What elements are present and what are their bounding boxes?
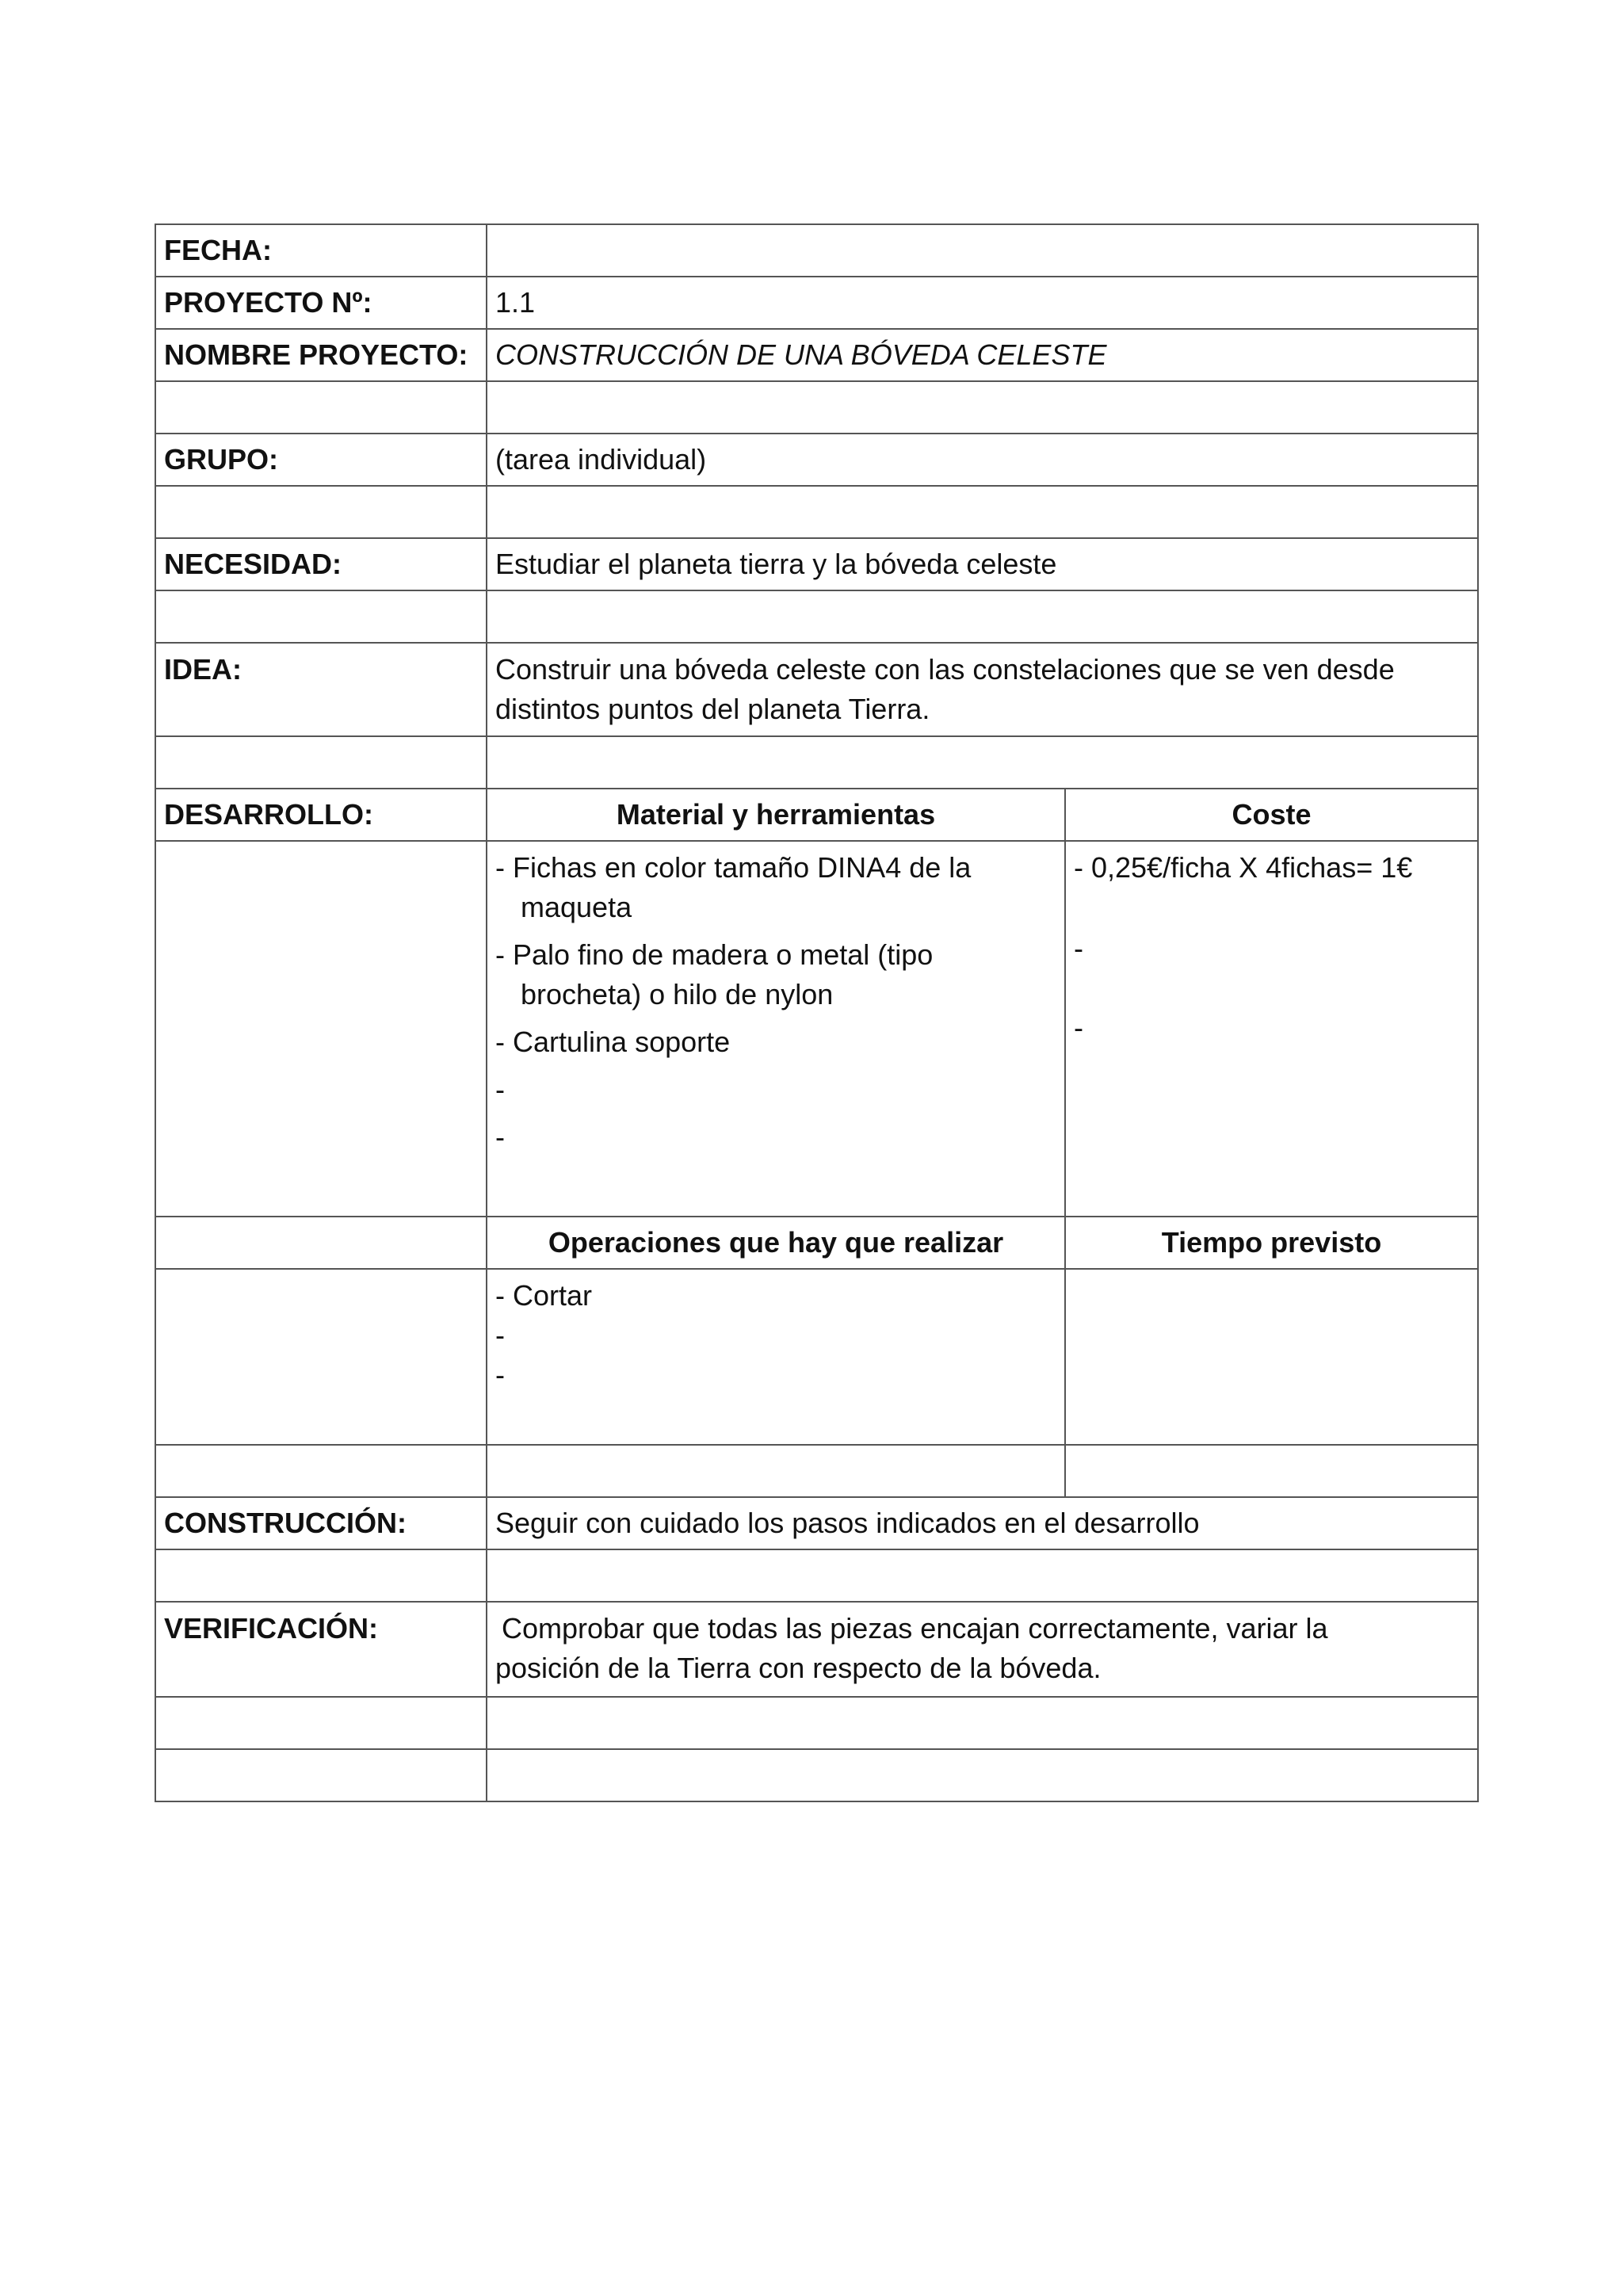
material-item: - Cartulina soporte [495,1026,731,1058]
label-necesidad: NECESIDAD: [155,538,487,590]
label-fecha: FECHA: [155,224,487,277]
row-empty-2 [155,486,1478,538]
label-grupo: GRUPO: [155,434,487,486]
row-empty-8 [155,1749,1478,1801]
operation-item: - Cortar [495,1279,593,1312]
row-materials [155,841,1478,1217]
row-empty-7 [155,1697,1478,1749]
verificacion-line-2: posición de la Tierra con respecto de la bóveda. [495,1652,1102,1684]
row-empty-5 [155,1445,1478,1497]
row-verificacion [155,1602,1478,1697]
row-construccion [155,1497,1478,1549]
row-empty-3 [155,590,1478,643]
row-operaciones [155,1269,1478,1445]
label-proyecto: PROYECTO Nº: [155,277,487,329]
value-nombre: CONSTRUCCIÓN DE UNA BÓVEDA CELESTE [487,329,1478,381]
material-item: - Fichas en color tamaño DINA4 de la maqueta [495,851,972,923]
value-proyecto: 1.1 [487,277,1478,329]
operaciones-list [487,1269,1065,1445]
operation-item: - [495,1358,505,1391]
header-operaciones: Operaciones que hay que realizar [487,1217,1065,1269]
row-desarrollo-header [155,789,1478,841]
materials-list [487,841,1065,1217]
value-fecha [487,224,1478,277]
costs-list [1065,841,1478,1217]
row-empty-4 [155,736,1478,789]
verificacion-line-1: Comprobar que todas las piezas encajan correctamente, variar la [502,1612,1328,1645]
row-nombre [155,329,1478,381]
idea-line-1: Construir una bóveda celeste con las constelaciones que se ven desde [495,653,1395,686]
label-desarrollo: DESARROLLO: [155,789,487,841]
material-item: - [495,1073,505,1106]
value-grupo: (tarea individual) [487,434,1478,486]
value-construccion: Seguir con cuidado los pasos indicados en el desarrollo [487,1497,1478,1549]
row-empty-1 [155,381,1478,434]
cost-item: - 0,25€/ficha X 4fichas= 1€ [1074,851,1413,884]
header-tiempo: Tiempo previsto [1065,1217,1478,1269]
cost-item: - [1074,1011,1083,1044]
tiempo-cell [1065,1269,1478,1445]
operation-item: - [495,1319,505,1351]
row-fecha [155,224,1478,277]
idea-line-2: distintos puntos del planeta Tierra. [495,693,930,725]
label-idea: IDEA: [155,643,487,736]
material-item: - Palo fino de madera o metal (tipo brocheta) o hilo de nylon [495,938,934,1010]
label-nombre: NOMBRE PROYECTO: [155,329,487,381]
row-empty-6 [155,1549,1478,1602]
project-form-table [155,223,1479,1802]
cost-item: - [1074,932,1083,965]
header-material: Material y herramientas [487,789,1065,841]
header-coste: Coste [1065,789,1478,841]
label-verificacion: VERIFICACIÓN: [155,1602,487,1697]
row-idea [155,643,1478,736]
material-item: - [495,1121,505,1153]
label-construccion: CONSTRUCCIÓN: [155,1497,487,1549]
value-necesidad: Estudiar el planeta tierra y la bóveda celeste [487,538,1478,590]
value-idea [487,643,1478,736]
row-proyecto [155,277,1478,329]
value-verificacion [487,1602,1478,1697]
row-grupo [155,434,1478,486]
row-necesidad [155,538,1478,590]
row-operaciones-header [155,1217,1478,1269]
